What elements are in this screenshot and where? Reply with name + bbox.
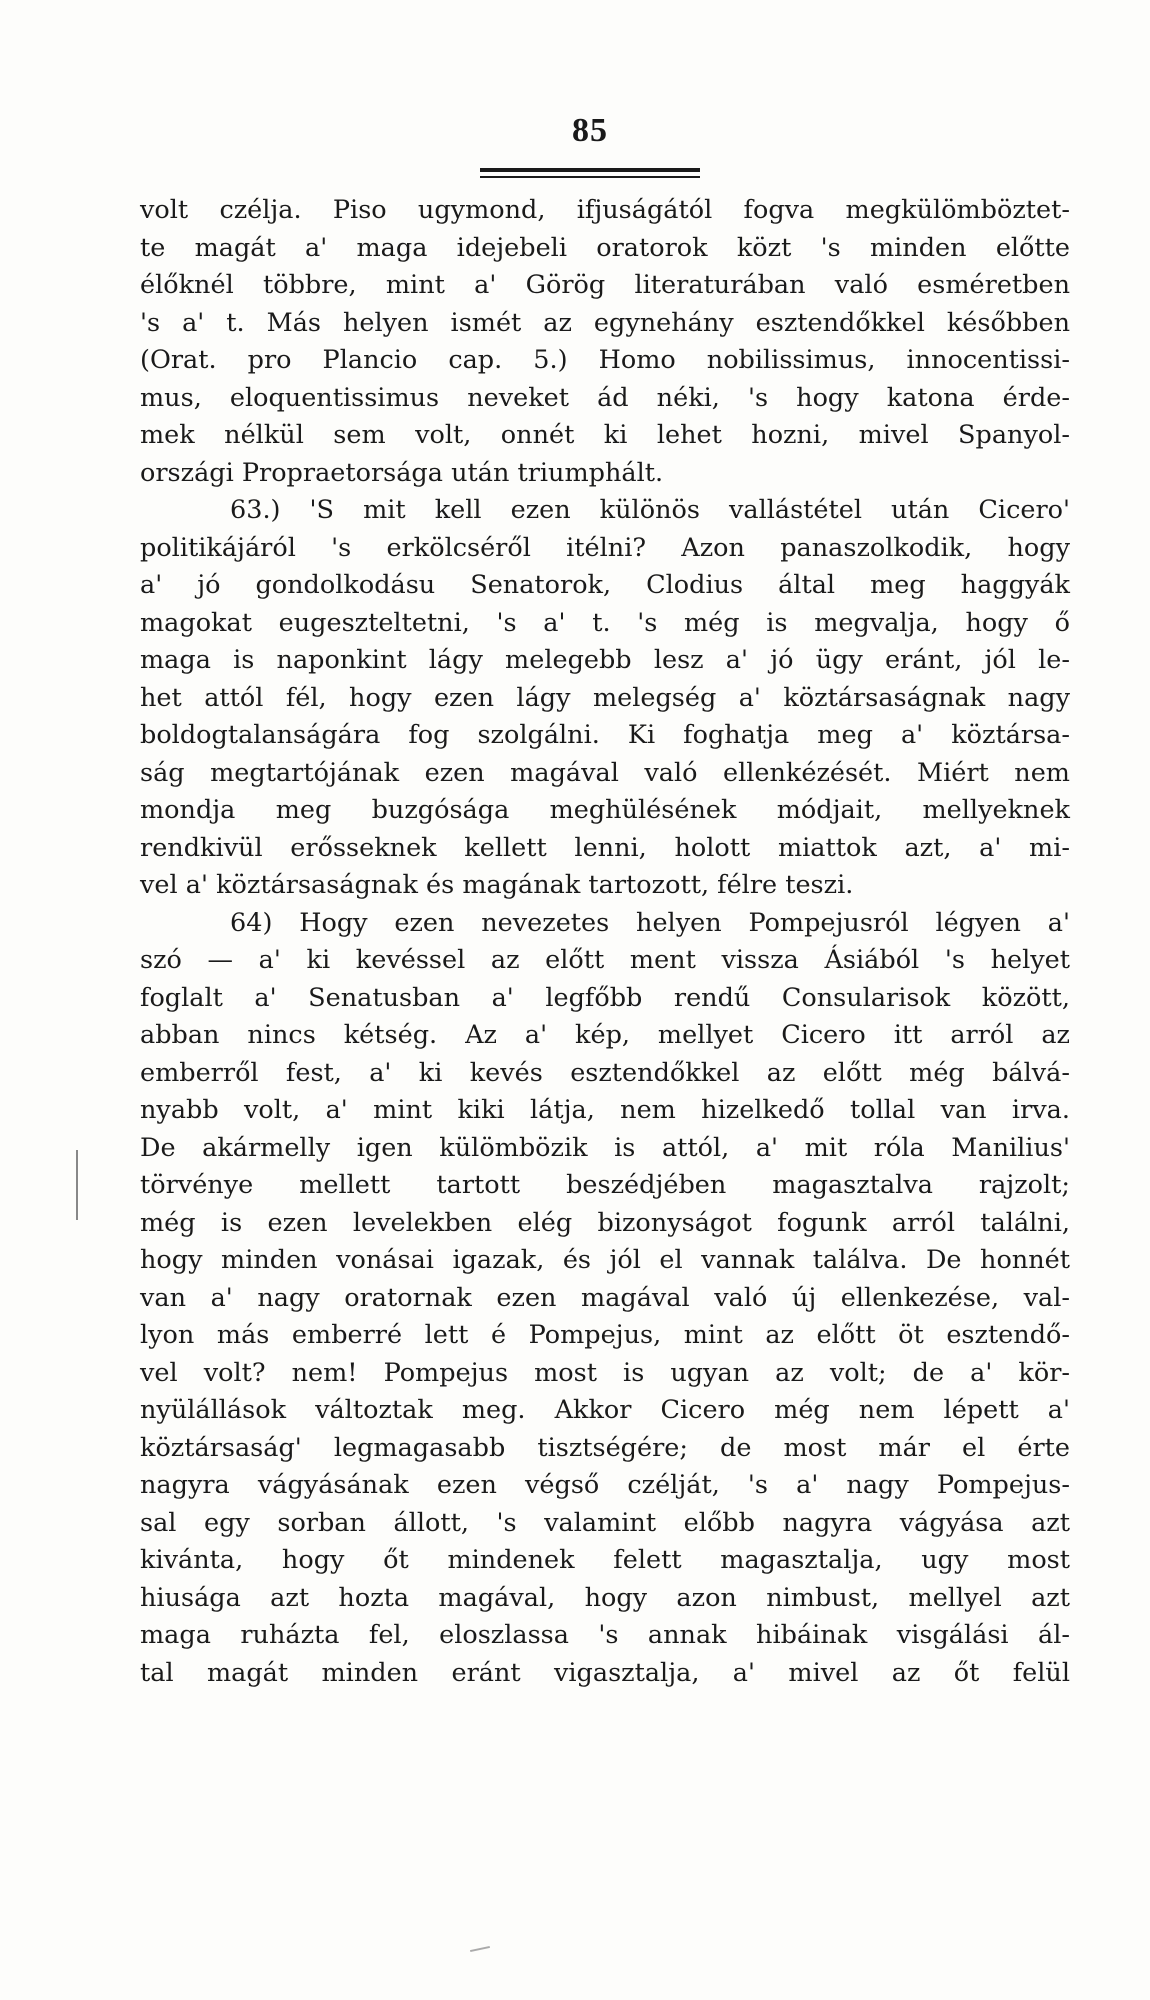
text-line: het attól fél, hogy ezen lágy melegség a' köztársaságnak nagy <box>140 682 1070 713</box>
text-line: maga ruházta fel, eloszlassa 's annak hibáinak visgálási ál- <box>140 1620 1070 1650</box>
text-line: emberről fest, a' ki kevés esztendőkkel az előtt még bálvá- <box>140 1057 1070 1088</box>
text-line: mek nélkül sem volt, onnét ki lehet hozni, mivel Spanyol- <box>140 420 1070 450</box>
text-line: nyabb volt, a' mint kiki látja, nem hizelkedő tollal van irva. <box>140 1095 1070 1125</box>
text-line: mus, eloquentissimus neveket ád néki, 's hogy katona érde- <box>140 382 1070 413</box>
text-line: hogy minden vonásai igazak, és jól el vannak találva. De honnét <box>140 1245 1070 1275</box>
text-line: politikájáról 's erkölcséről itélni? Azon panaszolkodik, hogy <box>140 532 1070 563</box>
text-line: (Orat. pro Plancio cap. 5.) Homo nobilissimus, innocentissi- <box>140 345 1070 375</box>
text-line: szó — a' ki kevéssel az előtt ment vissza Ásiából 's helyet <box>140 945 1070 975</box>
text-line: maga is naponkint lágy melegebb lesz a' jó ügy eránt, jól le- <box>140 645 1070 675</box>
text-line: ság megtartójának ezen magával való ellenkézését. Miért nem <box>140 757 1070 788</box>
text-line: kivánta, hogy őt mindenek felett magasztalja, ugy most <box>140 1545 1070 1575</box>
text-line: 64) Hogy ezen nevezetes helyen Pompejusról légyen a' <box>230 907 1070 938</box>
header-rule-thick <box>480 168 700 172</box>
margin-mark <box>76 1150 78 1220</box>
text-line: foglalt a' Senatusban a' legfőbb rendű Consularisok között, <box>140 982 1070 1013</box>
text-line: sal egy sorban állott, 's valamint előbb nagyra vágyása azt <box>140 1507 1070 1538</box>
text-line: még is ezen levelekben elég bizonyságot fogunk arról találni, <box>140 1207 1070 1238</box>
text-line: élőknél többre, mint a' Görög literaturában való esméretben <box>140 270 1070 300</box>
text-line: hiusága azt hozta magával, hogy azon nimbust, mellyel azt <box>140 1582 1070 1613</box>
text-line: lyon más emberré lett é Pompejus, mint az előtt öt esztendő- <box>140 1320 1070 1350</box>
text-line: rendkivül erősseknek kellett lenni, holott miattok azt, a' mi- <box>140 832 1070 863</box>
text-line: köztársaság' legmagasabb tisztségére; de most már el érte <box>140 1432 1070 1463</box>
text-line: magokat eugeszteltetni, 's a' t. 's még is megvalja, hogy ő <box>140 607 1070 638</box>
text-line: van a' nagy oratornak ezen magával való új ellenkezése, val- <box>140 1282 1070 1313</box>
text-line: 63.) 'S mit kell ezen különös vallástétel után Cicero' <box>230 495 1070 525</box>
text-line: abban nincs kétség. Az a' kép, mellyet Cicero itt arról az <box>140 1020 1070 1050</box>
text-line: te magát a' maga idejebeli oratorok közt 's minden előtte <box>140 232 1070 263</box>
scan-mark <box>470 1946 490 1952</box>
text-line: törvénye mellett tartott beszédjében magasztalva rajzolt; <box>140 1170 1070 1200</box>
text-line: országi Propraetorsága után triumphált. <box>140 457 664 488</box>
text-line: tal magát minden eránt vigasztalja, a' mivel az őt felül <box>140 1657 1070 1688</box>
text-line: vel volt? nem! Pompejus most is ugyan az volt; de a' kör- <box>140 1357 1070 1388</box>
text-line: mondja meg buzgósága meghülésének módjait, mellyeknek <box>140 795 1070 825</box>
page-number: 85 <box>572 112 608 149</box>
text-line: De akármelly igen külömbözik is attól, a' mit róla Manilius' <box>140 1132 1070 1163</box>
text-line: volt czélja. Piso ugymond, ifjuságától fogva megkülömböztet- <box>140 195 1070 225</box>
text-line: nyülállások változtak meg. Akkor Cicero még nem lépett a' <box>140 1395 1070 1425</box>
header-rule-thin <box>480 176 700 178</box>
body-text <box>140 192 1070 1692</box>
text-line: 's a' t. Más helyen ismét az egynehány esztendőkkel későbben <box>140 307 1070 338</box>
text-line: a' jó gondolkodásu Senatorok, Clodius által meg haggyák <box>140 570 1070 600</box>
text-line: boldogtalanságára fog szolgálni. Ki foghatja meg a' köztársa- <box>140 720 1070 750</box>
text-line: nagyra vágyásának ezen végső czélját, 's a' nagy Pompejus- <box>140 1470 1070 1500</box>
text-line: vel a' köztársaságnak és magának tartozott, félre teszi. <box>140 870 854 900</box>
